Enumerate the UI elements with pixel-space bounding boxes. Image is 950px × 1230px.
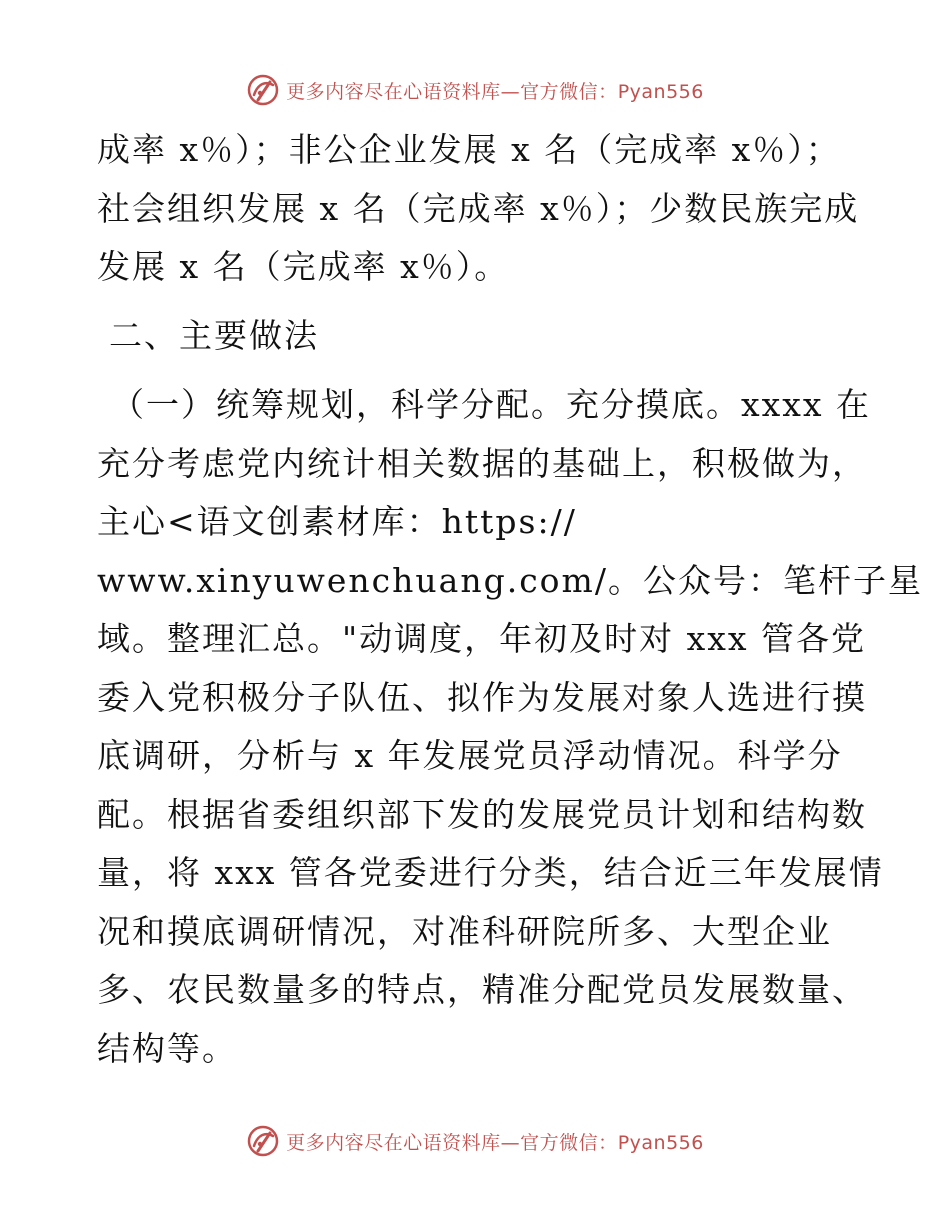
watermark-wechat-id: Pyan556 xyxy=(617,80,704,103)
watermark-main: 更多内容尽在心语资料库 xyxy=(286,80,501,103)
text-line: 委入党积极分子队伍、拟作为发展对象人选进行摸 xyxy=(97,677,867,717)
header-watermark-banner xyxy=(0,68,950,112)
text-line: www.xinyuwenchuang.com/。公众号：笔杆子星 xyxy=(97,560,923,600)
watermark-wechat-id: Pyan556 xyxy=(617,1131,704,1154)
text-line: 域。整理汇总。"动调度，年初及时对 xxx 管各党 xyxy=(97,619,866,658)
text-line: 况和摸底调研情况，对准科研院所多、大型企业 xyxy=(97,911,832,951)
watermark-label: 官方微信： xyxy=(520,80,618,103)
text-line: 结构等。 xyxy=(97,1028,237,1068)
subsection-heading: （一）统筹规划，科学分配。充分摸底。xxxx 在 xyxy=(111,385,871,424)
text-line: 社会组织发展 x 名（完成率 x％）；少数民族完成 xyxy=(97,188,860,228)
watermark-separator: — xyxy=(500,80,521,103)
watermark-text xyxy=(286,1128,704,1155)
document-body xyxy=(97,124,923,1081)
text-line: 主心<语文创素材库：https:// xyxy=(97,502,577,541)
text-line: 量，将 xxx 管各党委进行分类，结合近三年发展情 xyxy=(97,853,884,892)
watermark-text xyxy=(286,77,704,104)
text-line: 充分考虑党内统计相关数据的基础上，积极做为， xyxy=(97,443,867,483)
text-line: 底调研，分析与 x 年发展党员浮动情况。科学分 xyxy=(97,736,843,775)
footer-watermark-banner xyxy=(0,1119,950,1163)
watermark-separator: — xyxy=(500,1131,521,1154)
watermark-label: 官方微信： xyxy=(520,1131,618,1154)
text-line: 成率 x％）；非公企业发展 x 名（完成率 x％）； xyxy=(97,130,841,169)
brand-logo-icon xyxy=(246,1124,280,1158)
watermark-main: 更多内容尽在心语资料库 xyxy=(286,1131,501,1154)
text-line: 多、农民数量多的特点，精准分配党员发展数量、 xyxy=(97,970,867,1009)
brand-logo-icon xyxy=(246,73,280,107)
text-line: 发展 x 名（完成率 x％）。 xyxy=(97,247,510,286)
section-heading: 二、主要做法 xyxy=(109,316,319,355)
text-line: 配。根据省委组织部下发的发展党员计划和结构数 xyxy=(97,794,867,834)
